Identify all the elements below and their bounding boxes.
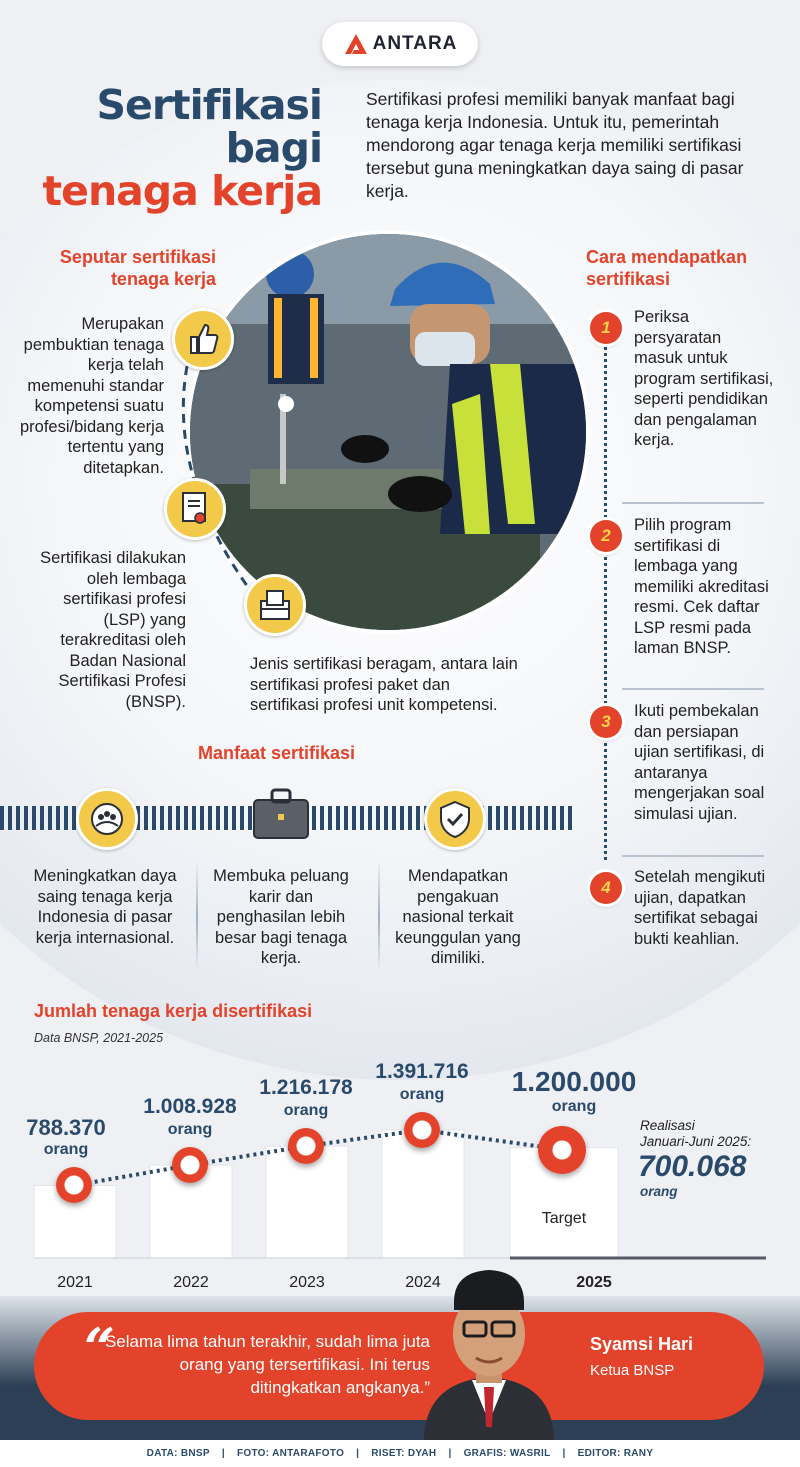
year-label-2025: 2025 [576, 1274, 612, 1291]
steps-heading-line2: sertifikasi [586, 269, 671, 289]
thumbs-up-icon [172, 308, 234, 370]
credit-graphics: GRAFIS: WASRIL [463, 1448, 551, 1459]
benefit-3-text: Mendapatkan pengakuan nasional terkait keunggulan yang dimiliki. [395, 867, 521, 967]
data-point-2023 [288, 1128, 324, 1164]
target-label: Target [541, 1210, 587, 1227]
year-label-2024: 2024 [405, 1274, 441, 1291]
unit-label-2025: orang [551, 1097, 597, 1115]
data-point-2022 [172, 1147, 208, 1183]
document-box-icon [244, 574, 306, 636]
realization-unit: orang [640, 1184, 678, 1199]
shield-check-icon [424, 788, 486, 850]
unit-label-2021: orang [43, 1141, 89, 1159]
step-separator [622, 688, 764, 690]
year-label-2021: 2021 [57, 1274, 93, 1291]
unit-label-2022: orang [167, 1121, 213, 1139]
title-line-1: Sertifikasi [96, 81, 322, 129]
title-line-2: bagi [225, 124, 322, 172]
certificate-icon [164, 478, 226, 540]
step-separator [622, 502, 764, 504]
step-number-2: 2 [590, 520, 622, 552]
quote-mark-icon: “ [84, 1316, 116, 1380]
data-point-2024 [404, 1112, 440, 1148]
step-number-3: 3 [590, 706, 622, 738]
benefit-1-text: Meningkatkan daya saing tenaga kerja Indonesia di pasar kerja internasional. [33, 867, 177, 947]
credit-research: RISET: DYAH [371, 1448, 437, 1459]
about-heading-line1: Seputar sertifikasi [59, 247, 216, 267]
unit-label-2023: orang [283, 1102, 329, 1120]
benefit-separator [196, 862, 198, 974]
about-heading-line2: tenaga kerja [110, 269, 216, 289]
benefit-separator [378, 862, 380, 974]
step-number-1: 1 [590, 312, 622, 344]
unit-label-2024: orang [399, 1085, 445, 1103]
about-item-2-text: Sertifikasi dilakukan oleh lembaga sertifikasi profesi (LSP) yang terakreditasi oleh Badan Nasional Sertifikasi Profesi (BNSP). [40, 549, 186, 711]
speaker-portrait [414, 1262, 564, 1442]
briefcase-icon [248, 780, 314, 846]
benefits-heading: Manfaat sertifikasi [198, 743, 356, 763]
realization-label-line2: Januari-Juni 2025: [640, 1134, 752, 1149]
globe-people-icon [76, 788, 138, 850]
about-heading [40, 246, 216, 290]
title-line-3: tenaga kerja [42, 167, 322, 215]
speaker-name: Syamsi Hari [590, 1334, 694, 1354]
credit-photo: FOTO: ANTARAFOTO [236, 1448, 345, 1459]
step-2-text: Pilih program sertifikasi di lembaga yang memiliki akreditasi resmi. Cek daftar LSP resmi pada laman BNSP. [634, 516, 769, 657]
data-point-2025 [538, 1126, 586, 1174]
value-label-2021: 788.370 [26, 1115, 106, 1141]
step-3-text: Ikuti pembekalan dan persiapan ujian sertifikasi, di antaranya mengerjakan soal simulasi ujian. [634, 702, 765, 823]
value-label-2025: 1.200.000 [511, 1065, 637, 1097]
chart-title: Jumlah tenaga kerja disertifikasi [34, 1001, 313, 1021]
realization-label [640, 1118, 770, 1150]
credit-editor: EDITOR: RANY [577, 1448, 654, 1459]
step-1-text: Periksa persyaratan masuk untuk program sertifikasi, seperti pendidikan dan pengalaman kerja. [634, 308, 774, 449]
step-separator [622, 855, 764, 857]
value-label-2024: 1.391.716 [375, 1059, 469, 1083]
about-item-3-text: Jenis sertifikasi beragam, antara lain sertifikasi profesi paket dan sertifikasi profesi unit kompetensi. [250, 655, 518, 714]
intro-text: Sertifikasi profesi memiliki banyak manfaat bagi tenaga kerja Indonesia. Untuk itu, pemerintah mendorong agar tenaga kerja memiliki sertifikasi tersebut guna meningkatkan daya saing di pasar kerja. [366, 89, 744, 201]
steps-heading-line1: Cara mendapatkan [586, 247, 748, 267]
credits-footer: DATA: BNSP | FOTO: ANTARAFOTO | RISET: DYAH | GRAFIS: WASRIL | EDITOR: RANY [0, 1440, 800, 1467]
chart-subtitle: Data BNSP, 2021-2025 [34, 1031, 164, 1045]
year-label-2023: 2023 [289, 1274, 325, 1291]
quote-text: Selama lima tahun terakhir, sudah lima juta orang yang tersertifikasi. Ini terus ditingkatkan angkanya.” [104, 1332, 430, 1397]
antara-logo-icon [343, 33, 369, 55]
page-title [40, 81, 322, 215]
steps-dotted-line [604, 330, 607, 860]
benefit-2-text: Membuka peluang karir dan penghasilan lebih besar bagi tenaga kerja. [213, 867, 349, 967]
value-label-2022: 1.008.928 [143, 1095, 237, 1119]
realization-value: 700.068 [638, 1150, 747, 1183]
about-item-1-text: Merupakan pembuktian tenaga kerja telah memenuhi standar kompetensi suatu profesi/bidang kerja tertentu yang ditetapkan. [20, 315, 165, 477]
year-label-2022: 2022 [173, 1274, 209, 1291]
data-point-2021 [56, 1167, 92, 1203]
step-4-text: Setelah mengikuti ujian, dapatkan sertifikat sebagai bukti keahlian. [634, 868, 766, 948]
step-number-4: 4 [590, 872, 622, 904]
steps-heading [586, 246, 786, 290]
logo-text: ANTARA [372, 33, 458, 54]
antara-logo [322, 22, 478, 66]
speaker-role: Ketua BNSP [590, 1362, 675, 1379]
credit-data: DATA: BNSP [146, 1448, 210, 1459]
realization-label-line1: Realisasi [640, 1118, 695, 1133]
value-label-2023: 1.216.178 [259, 1076, 353, 1100]
